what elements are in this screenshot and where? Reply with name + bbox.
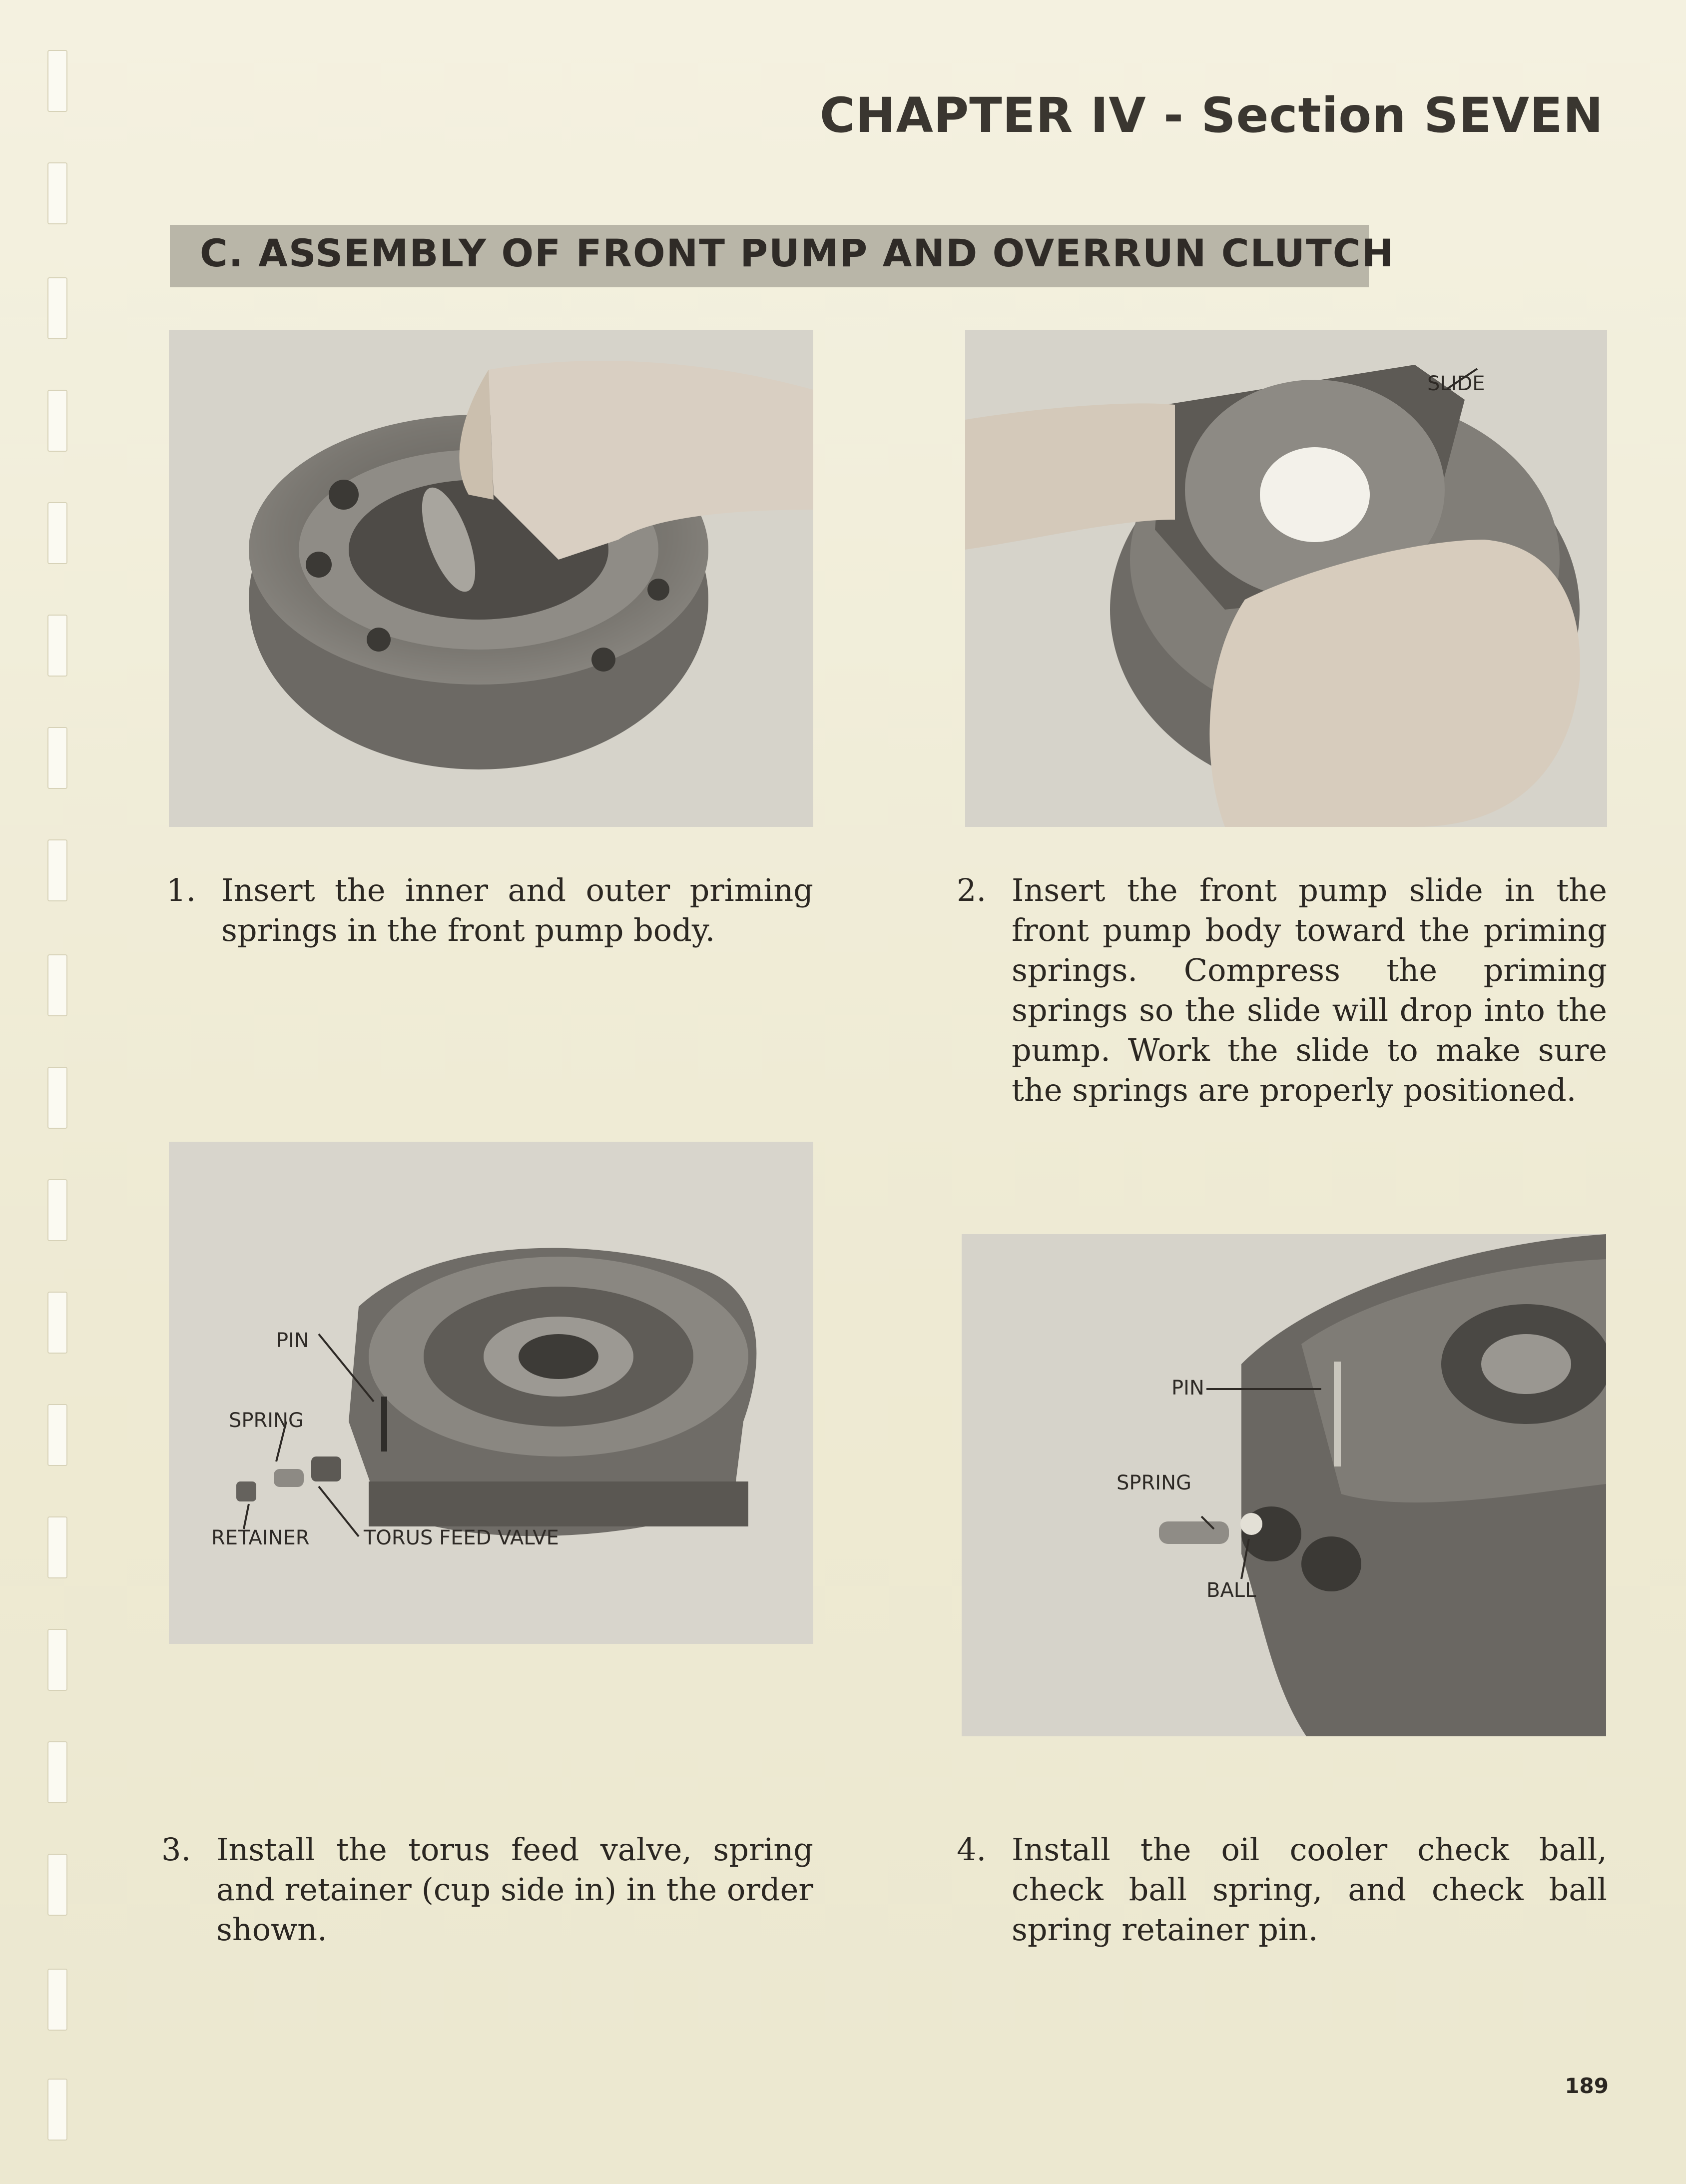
step-3-caption: [161, 1830, 813, 1950]
step-2-caption: [957, 870, 1607, 1110]
binder-hole: [47, 162, 67, 224]
binder-hole: [47, 390, 67, 452]
binder-hole: [47, 1067, 67, 1129]
photo-step-3: [169, 1142, 813, 1644]
binder-hole: [47, 1741, 67, 1803]
photo-step-2: [965, 330, 1607, 827]
binder-hole: [47, 1969, 67, 2031]
binder-hole: [47, 2079, 67, 2141]
binder-hole: [47, 839, 67, 901]
binder-hole: [47, 615, 67, 677]
binder-hole: [47, 502, 67, 564]
step-3-number: 3.: [161, 1831, 191, 1868]
step-1-text: Insert the inner and outer priming springs in the front pump body.: [221, 872, 813, 948]
pump-body-springs-illustration: [169, 330, 813, 827]
step-2-text: Insert the front pump slide in the front pump body toward the priming springs. Compress the priming springs so the slide will drop into the pump. Work the slide to make sure the springs are properly positioned.: [1012, 872, 1607, 1108]
photo-step-1: [169, 330, 813, 827]
binder-hole: [47, 727, 67, 789]
label-ball: BALL: [1206, 1579, 1256, 1602]
step-4-number: 4.: [957, 1831, 987, 1868]
binder-hole: [47, 954, 67, 1016]
binder-hole: [47, 1854, 67, 1916]
step-4-text: Install the oil cooler check ball, check ball spring, and check ball spring retainer pin.: [1012, 1831, 1607, 1948]
check-ball-illustration: [962, 1234, 1606, 1736]
label-pin: PIN: [1171, 1377, 1204, 1400]
label-retainer: RETAINER: [211, 1526, 310, 1549]
photo-step-4: [962, 1234, 1606, 1736]
label-spring: SPRING: [1117, 1471, 1192, 1494]
step-1-number: 1.: [166, 872, 196, 908]
binder-hole: [47, 1629, 67, 1691]
binder-hole: [47, 277, 67, 339]
binder-hole: [47, 1516, 67, 1578]
label-slide: SLIDE: [1427, 372, 1485, 395]
page-number: 189: [1565, 2074, 1609, 2098]
section-title: C. ASSEMBLY OF FRONT PUMP AND OVERRUN CLUTCH: [200, 231, 1395, 275]
binder-hole: [47, 1292, 67, 1354]
binder-hole: [47, 1179, 67, 1241]
pump-slide-illustration: [965, 330, 1607, 827]
label-spring: SPRING: [229, 1409, 304, 1432]
label-torus-feed-valve: TORUS FEED VALVE: [364, 1526, 559, 1549]
step-4-caption: [957, 1830, 1607, 1950]
step-2-number: 2.: [957, 872, 987, 908]
step-1-caption: [166, 870, 813, 950]
binder-holes: [47, 50, 67, 2124]
binder-hole: [47, 1404, 67, 1466]
label-pin: PIN: [276, 1329, 309, 1352]
chapter-title: CHAPTER IV - Section SEVEN: [819, 87, 1604, 143]
binder-hole: [47, 50, 67, 112]
step-3-text: Install the torus feed valve, spring and retainer (cup side in) in the order shown.: [216, 1831, 813, 1948]
torus-feed-valve-illustration: [169, 1142, 813, 1644]
